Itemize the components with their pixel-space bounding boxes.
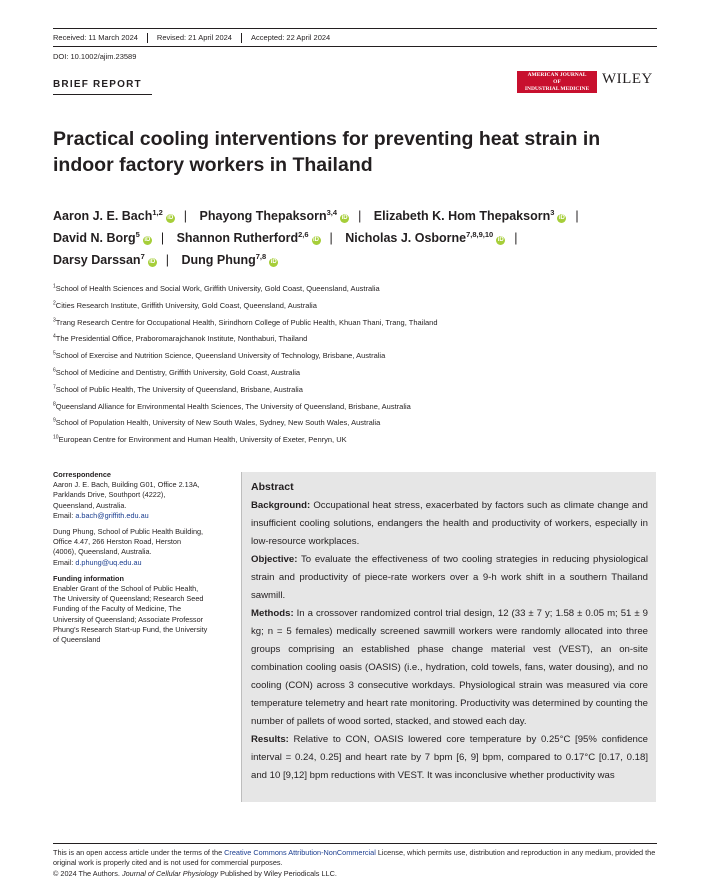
orcid-icon[interactable]: iD: [341, 215, 348, 221]
article-title: Practical cooling interventions for preventing heat strain in indoor factory workers in Thailand: [53, 128, 601, 176]
footer: [53, 848, 663, 879]
abstract-methods-section: Methods: In a crossover randomized control trial design, 12 (33 ± 7 y; 1.58 ± 0.05 m; 51 ± 9 kg; n = 5 females) medically screened sawmill workers were randomly allocated into three groups comprising an established phase change material vest (VEST), an on-site combination cooling oasis (OASIS) (i.e., hydration, cold towels, fans, water dousing), and no cooling (CON) across 3 consecutive workdays. Physiological strain was measured via core temperature telemetry and heart rate monitoring. Productivity was determined by counting the number of pallets of wood sorted, stacked, and stowed each day.: [251, 608, 648, 727]
author[interactable]: Shannon Rutherford$^{2,6}$iD: [176, 229, 320, 245]
correspondence-heading: Correspondence: [53, 470, 111, 479]
footer-rule: [53, 843, 657, 844]
affiliation: $^8$Queensland Alliance for Environmental Health Sciences, The University of Queensland, Brisbane, Australia: [53, 401, 411, 411]
revised-date: Revised: 21 April 2024: [157, 33, 242, 43]
author[interactable]: Dung Phung$^{7,8}$iD: [181, 251, 277, 267]
author[interactable]: Elizabeth K. Hom Thepaksorn$^3$iD: [373, 207, 565, 223]
sidebar: [53, 470, 233, 645]
license-notice: This is an open access article under the terms of the Creative Commons Attribution-NonCommercial License, which permits use, distribution and reproduction in any medium, provided the original work is properly cited and is not used for commercial purposes.: [53, 848, 656, 868]
orcid-icon[interactable]: iD: [558, 215, 565, 221]
publication-dates: [53, 33, 348, 43]
affiliations: [53, 281, 438, 449]
top-rule: [53, 28, 657, 29]
author-list: Aaron J. E. Bach$^{1,2}$iD | Phayong Thepaksorn$^{3,4}$iD | Elizabeth K. Hom Thepaksorn$^3$iD | David N. Borg$^5$iD | Shannon Rutherford$^{2,6}$iD | Nicholas J. Osborne$^{7,8,9,10}$iD | Darsy Darssan$^7$iD | Dung Phung$^{7,8}$iD: [53, 207, 579, 267]
email-link[interactable]: d.phung@uq.edu.au: [75, 557, 142, 567]
correspondence-address-2: Dung Phung, School of Public Health Building, Office 4.47, 266 Herston Road, Herston (4006), Queensland, Australia. Email: d.phung@uq.edu.au: [53, 527, 204, 567]
copyright: © 2024 The Authors. Journal of Cellular Physiology Published by Wiley Periodicals LLC.: [53, 868, 337, 878]
correspondence-address-1: Aaron J. E. Bach, Building G01, Office 2.13A, Parklands Drive, Southport (4222), Queensland, Australia. Email: a.bach@griffith.edu.au: [53, 480, 200, 520]
doi[interactable]: DOI: 10.1002/ajim.23589: [53, 52, 137, 61]
received-date: Received: 11 March 2024: [53, 33, 148, 43]
license-link[interactable]: Creative Commons Attribution-NonCommercial: [224, 848, 376, 857]
article-type-underline: [53, 94, 152, 95]
article-type: BRIEF REPORT: [53, 79, 142, 90]
orcid-icon[interactable]: iD: [497, 237, 504, 243]
orcid-icon[interactable]: iD: [313, 237, 320, 243]
affiliation: $^7$School of Public Health, The University of Queensland, Brisbane, Australia: [53, 384, 303, 394]
affiliation: $^5$School of Exercise and Nutrition Science, Queensland University of Technology, Brisbane, Australia: [53, 350, 386, 361]
author[interactable]: David N. Borg$^5$iD: [53, 229, 151, 245]
author[interactable]: Aaron J. E. Bach$^{1,2}$iD: [53, 207, 174, 223]
date-rule: [53, 46, 657, 47]
affiliation: $^{10}$European Centre for Environment and Human Health, University of Exeter, Penryn, UK: [53, 434, 347, 445]
affiliation: $^6$School of Medicine and Dentistry, Griffith University, Gold Coast, Australia: [53, 367, 301, 377]
orcid-icon[interactable]: iD: [270, 259, 277, 265]
affiliation: $^9$School of Population Health, University of New South Wales, Sydney, New South Wales, Australia: [53, 417, 381, 428]
abstract: [241, 472, 656, 785]
author[interactable]: Darsy Darssan$^7$iD: [53, 251, 156, 267]
journal-logo[interactable]: AMERICAN JOURNAL OF INDUSTRIAL MEDICINE: [517, 71, 597, 93]
abstract-results-section: Results: Relative to CON, OASIS lowered core temperature by 0.25°C [95% confidence interval = 0.24, 0.25] and heart rate by 7 bpm [6, 9] bpm, compared to 0.17°C [0.17, 0.18] and 10 [9,12] bpm reductions with VEST. It was inconclusive whether productivity was: [251, 734, 648, 781]
orcid-icon[interactable]: iD: [167, 215, 174, 221]
funding-text: Enabler Grant of the School of Public Health, The University of Queensland; Research Seed Funding of the Faculty of Medicine, The University of Queensland; Associate Professor Phung's Research Start-up Fund, the University of Queensland: [53, 584, 208, 645]
affiliation: $^1$School of Health Sciences and Social Work, Griffith University, Gold Coast, Queensland, Australia: [53, 283, 380, 293]
funding-heading: Funding information: [53, 573, 124, 583]
abstract-background-section: Background: Occupational heat stress, exacerbated by factors such as climate change and insufficient cooling solutions, endangers the health and productivity of workers, especially in low-resource workplaces.: [251, 500, 648, 547]
affiliation: $^2$Cities Research Institute, Griffith University, Gold Coast, Queensland, Australia: [53, 300, 317, 310]
orcid-icon[interactable]: iD: [149, 259, 156, 265]
affiliation: $^4$The Presidential Office, Praboromarajchanok Institute, Nonthaburi, Thailand: [53, 333, 308, 344]
email-link[interactable]: a.bach@griffith.edu.au: [75, 510, 149, 520]
abstract-objective-section: Objective: To evaluate the effectiveness of two cooling strategies in reducing physiological strain and productivity of piece-rate workers over a 9-h work shift in a southern Thailand sawmill.: [251, 554, 648, 601]
author[interactable]: Nicholas J. Osborne$^{7,8,9,10}$iD: [345, 229, 504, 245]
affiliation: $^3$Trang Research Centre for Occupational Health, Sirindhorn College of Public Health, Khuan Thani, Trang, Thailand: [53, 317, 438, 327]
author[interactable]: Phayong Thepaksorn$^{3,4}$iD: [199, 207, 348, 223]
abstract-heading: Abstract: [251, 481, 294, 493]
accepted-date: Accepted: 22 April 2024: [250, 33, 331, 42]
orcid-icon[interactable]: iD: [144, 237, 151, 243]
publisher-logo[interactable]: WILEY: [602, 71, 653, 87]
